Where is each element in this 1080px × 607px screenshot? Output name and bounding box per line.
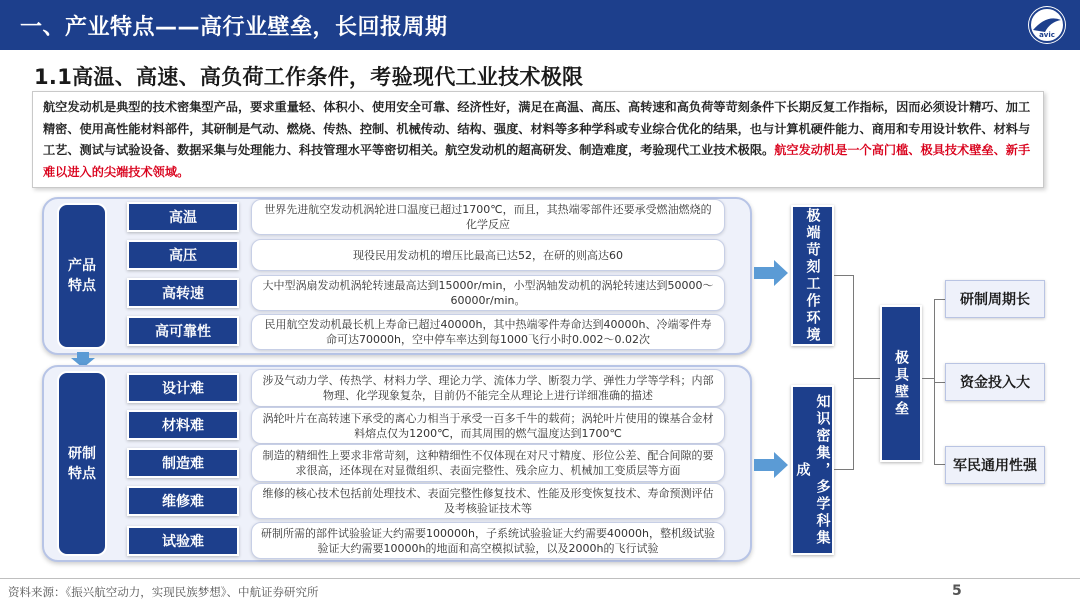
row-desc-material: 涡轮叶片在高转速下承受的离心力相当于承受一百多千牛的载荷；涡轮叶片使用的镍基合金材料熔点仅为1200℃，而其周围的燃气温度达到1700℃ bbox=[251, 407, 725, 444]
result-long-cycle: 研制周期长 bbox=[945, 280, 1045, 318]
right-arrow-icon bbox=[754, 260, 788, 286]
row-desc-high-reliability: 民用航空发动机最长机上寿命已超过40000h，其中热端零件寿命达到40000h、冷端零件寿命可达70000h，空中停车率达到每1000飞行小时0.002～0.02次 bbox=[251, 314, 725, 350]
row-desc-testing: 研制所需的部件试验验证大约需要100000h，子系统试验验证大约需要40000h，整机级试验验证大约需要10000h的地面和高空模拟试验，以及2000h的飞行试验 bbox=[251, 522, 725, 559]
row-desc-high-temp: 世界先进航空发动机涡轮进口温度已超过1700℃，而且，其热端零部件还要承受燃油燃烧的化学反应 bbox=[251, 199, 725, 235]
row-desc-high-pressure: 现役民用发动机的增压比最高已达52，在研的则高达60 bbox=[251, 239, 725, 271]
extreme-conditions-box: 极端苛刻工作环境 bbox=[791, 205, 834, 346]
footer-source: 资料来源：《振兴航空动力，实现民族梦想》、中航证券研究所 bbox=[8, 585, 319, 599]
row-label-high-pressure: 高压 bbox=[127, 240, 239, 270]
connector-line bbox=[834, 275, 854, 378]
row-label-high-speed: 高转速 bbox=[127, 278, 239, 308]
row-desc-maintenance: 维修的核心技术包括前处理技术、表面完整性修复技术、性能及形变恢复技术、寿命预测评估及考核验证技术等 bbox=[251, 483, 725, 519]
header-bar bbox=[0, 0, 1080, 50]
product-features-label: 产品特点 bbox=[57, 203, 107, 349]
result-high-investment: 资金投入大 bbox=[945, 363, 1045, 401]
row-label-material: 材料难 bbox=[127, 410, 239, 440]
connector-line bbox=[922, 378, 934, 379]
knowledge-intensive-box: 知识密集，多学科集成 bbox=[791, 385, 834, 555]
intro-box bbox=[32, 91, 1044, 188]
row-label-high-temp: 高温 bbox=[127, 202, 239, 232]
logo-text: avic bbox=[1039, 31, 1055, 39]
row-label-design: 设计难 bbox=[127, 373, 239, 403]
intro-highlight: 航空发动机是一个高门槛、极具技术壁垒、新手难以进入的尖端技术领域。 bbox=[43, 143, 1031, 179]
row-desc-high-speed: 大中型涡扇发动机涡轮转速最高达到15000r/min，小型涡轴发动机的涡轮转速达到50000～60000r/min。 bbox=[251, 275, 725, 311]
row-label-high-reliability: 高可靠性 bbox=[127, 316, 239, 346]
section-subtitle: 1.1高温、高速、高负荷工作条件，考验现代工业技术极限 bbox=[34, 65, 584, 89]
connector-line bbox=[834, 378, 854, 470]
connector-line bbox=[854, 378, 880, 379]
avic-logo bbox=[1028, 6, 1066, 44]
connector-line bbox=[934, 382, 945, 383]
high-barrier-box: 极具壁垒 bbox=[880, 305, 922, 462]
right-arrow-icon bbox=[754, 452, 788, 478]
rd-features-label: 研制特点 bbox=[57, 371, 107, 556]
intro-text: 航空发动机是典型的技术密集型产品，要求重量轻、体积小、使用安全可靠、经济性好，满足在高温、高压、高转速和高负荷等苛刻条件下长期反复工作指标，因而必须设计精巧、加工精密、使用高性能材料部件，其研制是气动、燃烧、传热、控制、机械传动、结构、强度、材料等多种学科或专业综合优化的结果，也与计算机硬件能力、商用和专用设计软件、材料与工艺、测试与试验设备、数据采集与处理能力、科技管理水平等密切相关。航空发动机的超高研发、制造难度，考验现代工业技术极限。 bbox=[43, 100, 1031, 157]
row-desc-manufacturing: 制造的精细性上要求非常苛刻，这种精细性不仅体现在对尺寸精度、形位公差、配合间隙的要求很高，还体现在对显微组织、表面完整性、残余应力、机械加工变质层等方面 bbox=[251, 444, 725, 482]
row-label-maintenance: 维修难 bbox=[127, 486, 239, 516]
page-number: 5 bbox=[952, 583, 962, 599]
row-desc-design: 涉及气动力学、传热学、材料力学、理论力学、流体力学、断裂力学、弹性力学等学科；内部物理、化学现象复杂，目前仍不能完全从理论上进行详细准确的描述 bbox=[251, 369, 725, 407]
result-dual-use: 军民通用性强 bbox=[945, 446, 1045, 484]
header-title: 一、产业特点——高行业壁垒，长回报周期 bbox=[20, 15, 448, 40]
footer-divider bbox=[0, 578, 1080, 579]
row-label-testing: 试验难 bbox=[127, 526, 239, 556]
row-label-manufacturing: 制造难 bbox=[127, 448, 239, 478]
